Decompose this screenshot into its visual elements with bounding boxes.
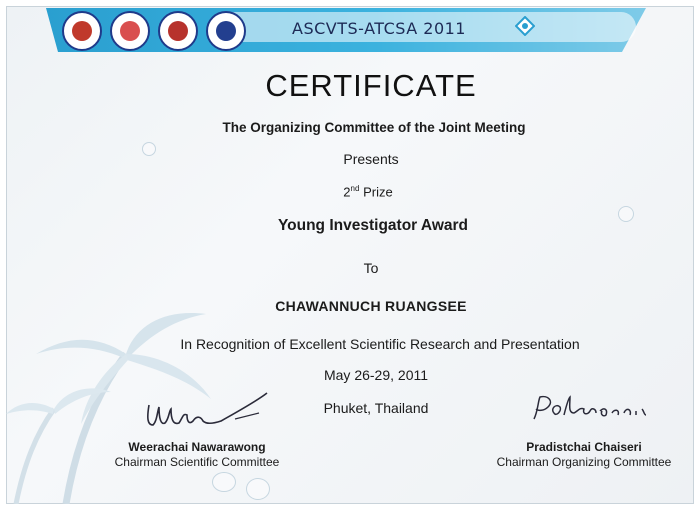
society-seal-icon — [62, 11, 102, 51]
heart-emblem-icon — [110, 11, 150, 51]
heart-lungs-icon — [158, 11, 198, 51]
award-name: Young Investigator Award — [277, 217, 469, 234]
signature-block-left — [102, 391, 292, 469]
presents-line: Presents — [343, 151, 399, 167]
prize-ordinal: 2 — [343, 184, 351, 200]
certificate-title: CERTIFICATE — [265, 68, 477, 103]
bubble-decoration — [246, 478, 270, 500]
signer-name-left: Weerachai Nawarawong — [128, 440, 266, 454]
conference-name: ASCVTS-ATCSA 2011 — [292, 19, 466, 38]
handwritten-signature-right — [504, 389, 664, 433]
handwritten-signature-left — [117, 391, 277, 435]
diamond-logo-icon — [515, 16, 535, 36]
bubble-decoration — [212, 472, 236, 492]
committee-line: The Organizing Committee of the Joint Meeting — [222, 120, 526, 135]
event-dates: May 26-29, 2011 — [323, 367, 429, 383]
signature-block-right — [484, 389, 684, 469]
signer-role-left: Chairman Scientific Committee — [114, 455, 280, 469]
society-logos — [62, 11, 246, 51]
recognition-line: In Recognition of Excellent Scientific Research and Presentation — [180, 336, 580, 352]
prize-suffix: nd — [350, 184, 360, 193]
signer-name-right: Pradistchai Chaiseri — [526, 440, 642, 454]
prize-line — [18, 184, 700, 199]
signer-role-right: Chairman Organizing Committee — [496, 455, 672, 469]
event-place: Phuket, Thailand — [323, 400, 429, 416]
prize-word: Prize — [363, 184, 393, 200]
to-line: To — [363, 260, 379, 276]
recipient-name: CHAWANNUCH RUANGSEE — [275, 298, 467, 314]
shield-crest-icon — [206, 11, 246, 51]
